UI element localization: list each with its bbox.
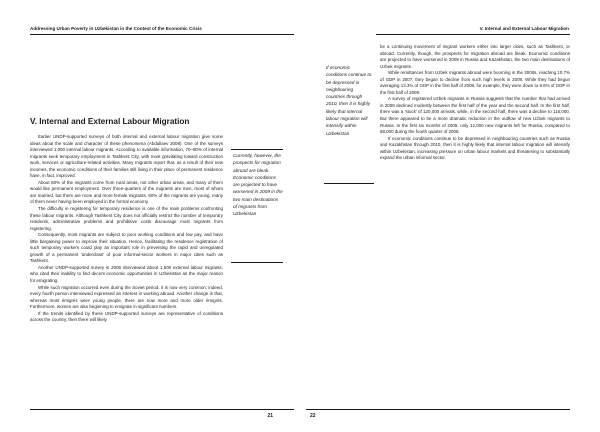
paragraph: Earlier UNDP-supported surveys of both internal and external labour migration give some ideas about the scale and character of these phenomena (Abdullaev 2008). One of the surveys interviewed 1,000 internal labour migrants. According to available information, 70–80% of internal migrants seek temporary employment in Tashkent City, with most gravitating toward construction work, services or agriculture-related activities. Many migrants report that, as a result of their new incomes, the economic conditions of their families still living in their place of permanent residence have, in fact, improved. (30, 134, 223, 179)
page-number-left: 21 (267, 413, 273, 419)
paragraph: A survey of registered Uzbek migrants in Russia suggests that the number that had arrived in 2008 declined modestly between the first half of the year and the second half. In the first half, there was a 'stock' of 120,000 arrivals, while, in the second half, there was a decline to 116,000. But there appeared to be a more dramatic reduction in the outflow of new Uzbek migrants to Russia. In the first six months of 2009, only 12,000 new migrants left for Russia, compared to 68,000 during the fourth quarter of 2008. (380, 96, 570, 135)
right-page (300, 0, 600, 432)
pull-quote-sidebar-right: If economic conditions continue to be depressed in neighbouring countries through 2010, then it is highly likely that internal labour migration will intensify within Uzbekistan (326, 65, 372, 136)
paragraph: If the trends identified by these UNDP-supported surveys are representative of conditions across the country, then there will likely (30, 310, 223, 323)
paragraph: Consequently, most migrants are subject to poor working conditions and low pay, and have little bargaining power to improve their situation. Hence, facilitating the residence registration of such temporary workers could play an important role in preventing the rapid and unregulated growth of a permanent 'underclass' of poor informal-sector workers in major cities such as Tashkent. (30, 232, 223, 264)
sidebar-bottom-rule (324, 183, 374, 184)
sidebar-bottom-rule (231, 262, 283, 263)
running-head-left: Addressing Urban Poverty in Uzbekistan in the Context of the Economic Crisis (30, 26, 202, 31)
header-rule-left (30, 34, 294, 35)
pull-quote-sidebar-left: Currently, however, the prospects for migration abroad are bleak. Economic conditions are projected to have worsened in 2009 in the two main destinations of migrants from Uzbekistan (233, 153, 283, 217)
header-rule-right (376, 34, 570, 35)
paragraph: be a continuing movement of migrant workers either into larger cities, such as Tashkent, or abroad. Currently, though, the prospects for migration abroad are bleak. Economic conditions are projected to have worsened in 2009 in Russia and Kazakhstan, the two main destinations of Uzbek migrants. (380, 44, 570, 69)
page-number-right: 22 (310, 413, 316, 419)
paragraph: While such migration occurred even during the Soviet period, it is now very common; indeed, every fourth person interviewed expressed an interest in working abroad. Another change is that, whereas most émigrés were young people, there are now more and more older émigrés. Furthermore, women are also beginning to emigrate in significant numbers. (30, 284, 223, 310)
footer-rule-left (30, 409, 294, 410)
paragraph: If economic conditions continue to be depressed in neighbouring countries such as Russia and Kazakhstan through 2010, then it is highly likely that internal labour migration will intensify within Uzbekistan, increasing pressure on urban labour markets and threatening to substantially expand the urban informal sector. (380, 135, 570, 161)
footer-rule-right (306, 409, 570, 410)
paragraph: The difficulty in registering for temporary residence is one of the main problems confronting these labour migrants. Although Tashkent City does not officially restrict the number of temporary residents, administrative problems and prohibitive costs discourage most migrants from registering. (30, 206, 223, 231)
right-body-column (380, 44, 570, 162)
sidebar-top-rule (231, 149, 283, 150)
running-head-right: V. Internal and External Labour Migration (479, 26, 569, 31)
section-heading: V. Internal and External Labour Migration (30, 117, 190, 126)
paragraph: Another UNDP-supported survey in 2006 interviewed about 1,500 external labour migrants, who cited their inability to find decent economic opportunities in Uzbekistan as the major reason for emigrating. (30, 264, 223, 284)
paragraph: While remittances from Uzbek migrants abroad were booming in the 2000s, reaching 10.7% of GDP in 2007, they began to decline from such high levels in 2009. While they had begun averaging 13.3% of GDP in the first half of 2008, for example, they were down to 8.6% of GDP in the first half of 2009. (380, 70, 570, 95)
paragraph: About 80% of the migrants come from rural areas, not other urban areas, and many of them would like permanent employment. Over three-quarters of the migrants are men, most of whom are married, but there are more and more female migrants. 60% of the migrants are young, many of them never having been employed in the formal economy. (30, 179, 223, 205)
left-body-column (30, 134, 223, 324)
